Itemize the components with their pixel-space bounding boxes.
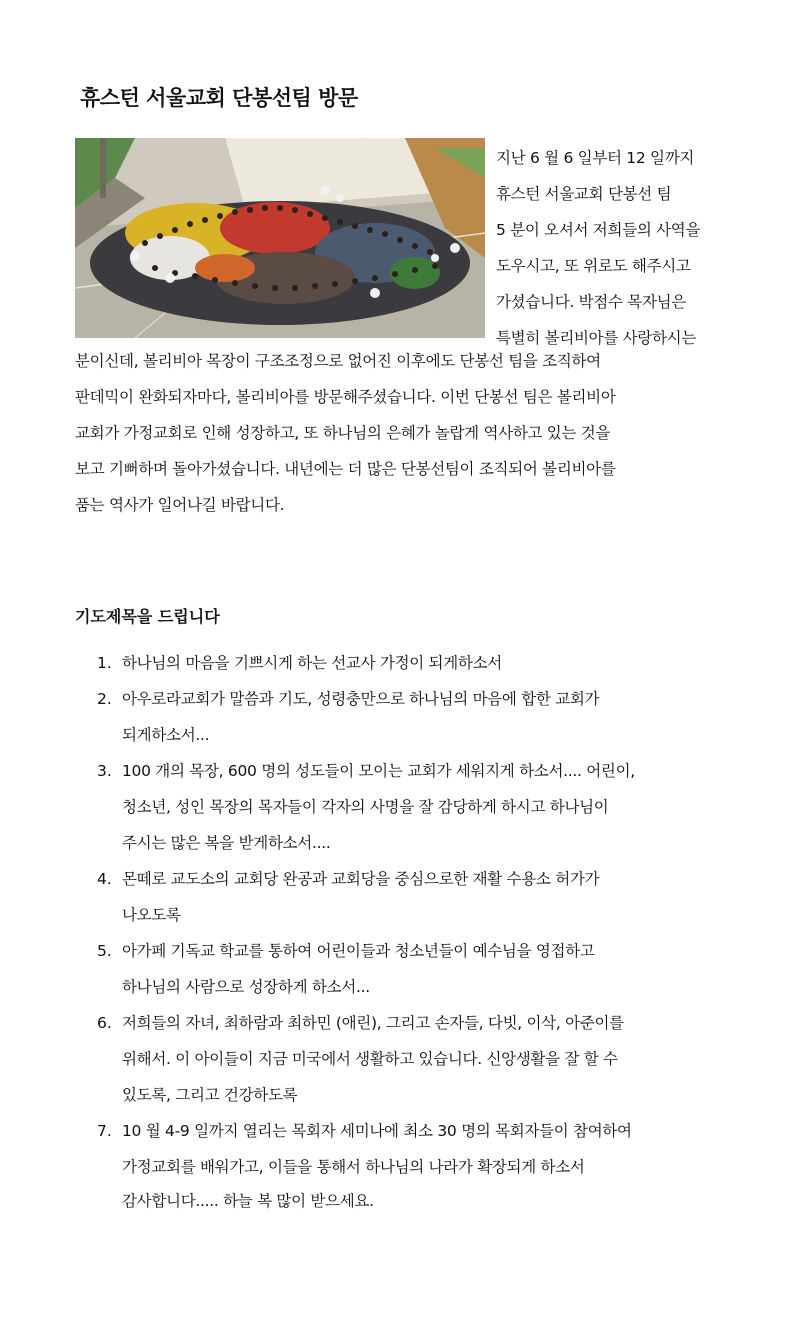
intro-body-line: 보고 기뻐하며 돌아가셨습니다. 내년에는 더 많은 단봉선팀이 조직되어 볼리비아를 <box>75 460 616 478</box>
prayer-item <box>75 1113 795 1185</box>
intro-body-line: 분이신데, 볼리비아 목장이 구조조정으로 없어진 이후에도 단봉선 팀을 조직하여 <box>75 352 601 370</box>
prayer-item-line: 주시는 많은 복을 받게하소서.... <box>122 834 331 852</box>
prayer-item-line: 10 월 4-9 일까지 열리는 목회자 세미나에 최소 30 명의 목회자들이 참여하여 <box>122 1122 632 1140</box>
prayer-item-number: 7. <box>97 1122 112 1140</box>
prayer-item <box>75 753 795 861</box>
intro-side-line: 지난 6 월 6 일부터 12 일까지 <box>496 149 695 167</box>
prayer-item-line: 저희들의 자녀, 최하람과 최하민 (애린), 그리고 손자들, 다빗, 이삭, 아준이를 <box>122 1014 624 1032</box>
prayer-item-line: 가정교회를 배워가고, 이들을 통해서 하나님의 나라가 확장되게 하소서 <box>122 1158 585 1176</box>
intro-body-line: 교회가 가정교회로 인해 성장하고, 또 하나님의 은혜가 놀랍게 역사하고 있는 것을 <box>75 424 611 442</box>
group-photo <box>75 138 485 338</box>
prayer-item-line: 있도록, 그리고 건강하도록 <box>122 1086 298 1104</box>
prayer-heading: 기도제목을 드립니다 <box>75 607 220 626</box>
prayer-item-number: 6. <box>97 1014 112 1032</box>
prayer-item-line: 청소년, 성인 목장의 목자들이 각자의 사명을 잘 감당하게 하시고 하나님이 <box>122 798 609 816</box>
intro-side-line: 5 분이 오셔서 저희들의 사역을 <box>496 221 701 239</box>
group-photo-illustration <box>75 138 485 338</box>
prayer-item-number: 3. <box>97 762 112 780</box>
intro-side-line: 특별히 볼리비아를 사랑하시는 <box>496 329 697 347</box>
prayer-item <box>75 1005 795 1113</box>
intro-body-line: 판데믹이 완화되자마다, 볼리비아를 방문해주셨습니다. 이번 단봉선 팀은 볼리비아 <box>75 388 616 406</box>
intro-side-text <box>496 140 796 356</box>
prayer-item-line: 100 개의 목장, 600 명의 성도들이 모이는 교회가 세워지게 하소서.... 어린이, <box>122 762 635 780</box>
intro-side-line: 도우시고, 또 위로도 해주시고 <box>496 257 691 275</box>
prayer-item-line: 몬떼로 교도소의 교회당 완공과 교회당을 중심으로한 재활 수용소 허가가 <box>122 870 600 888</box>
prayer-item-line: 하나님의 사람으로 성장하게 하소서... <box>122 978 370 996</box>
intro-body-text <box>75 343 795 523</box>
prayer-list <box>75 645 795 1185</box>
prayer-item-line: 되게하소서... <box>122 726 210 744</box>
prayer-item-line: 나오도록 <box>122 906 181 924</box>
intro-side-line: 가셨습니다. 박점수 목자님은 <box>496 293 686 311</box>
intro-side-line: 휴스턴 서울교회 단봉선 팀 <box>496 185 672 203</box>
prayer-item-number: 2. <box>97 690 112 708</box>
prayer-item <box>75 681 795 753</box>
page-title: 휴스턴 서울교회 단봉선팀 방문 <box>80 86 358 110</box>
prayer-item-number: 4. <box>97 870 112 888</box>
prayer-item-line: 아우로라교회가 말씀과 기도, 성령충만으로 하나님의 마음에 합한 교회가 <box>122 690 600 708</box>
prayer-item-line: 하나님의 마음을 기쁘시게 하는 선교사 가정이 되게하소서 <box>122 654 502 672</box>
prayer-item-line: 위해서. 이 아이들이 지금 미국에서 생활하고 있습니다. 신앙생활을 잘 할 수 <box>122 1050 618 1068</box>
prayer-item-number: 1. <box>97 654 112 672</box>
prayer-item-line: 아가페 기독교 학교를 통하여 어린이들과 청소년들이 예수님을 영접하고 <box>122 942 595 960</box>
prayer-item <box>75 933 795 1005</box>
prayer-item <box>75 645 795 681</box>
prayer-item <box>75 861 795 933</box>
intro-body-line: 품는 역사가 일어나길 바랍니다. <box>75 496 285 514</box>
closing-line: 감사합니다..... 하늘 복 많이 받으세요. <box>122 1192 374 1210</box>
prayer-item-number: 5. <box>97 942 112 960</box>
